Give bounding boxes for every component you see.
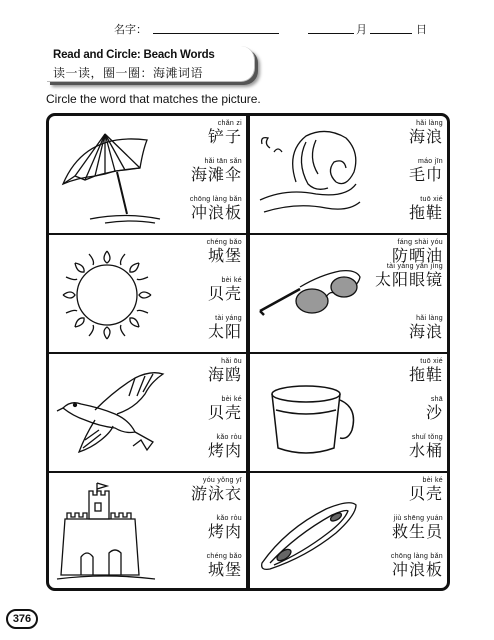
name-field[interactable] (153, 33, 279, 34)
pinyin: bèi ké (422, 477, 443, 484)
word-option[interactable] (191, 477, 242, 503)
pinyin: chéng bǎo (206, 553, 242, 560)
hanzi: 城堡 (207, 246, 242, 265)
exercise-cell (250, 116, 449, 233)
pinyin: hǎi tān sǎn (204, 158, 242, 165)
hanzi: 太阳 (207, 322, 242, 341)
word-option[interactable] (409, 358, 443, 384)
exercise-cell (250, 235, 449, 352)
instruction-text: Circle the word that matches the picture. (46, 92, 261, 106)
word-option[interactable] (208, 120, 242, 146)
hanzi: 游泳衣 (190, 484, 242, 503)
pinyin: tài yáng yǎn jìng (386, 263, 443, 270)
pinyin: tài yáng (215, 315, 242, 322)
title-banner (47, 46, 255, 82)
word-choices (363, 120, 443, 230)
word-option[interactable] (208, 358, 242, 384)
pinyin: tuō xié (420, 196, 443, 203)
word-option[interactable] (191, 158, 242, 184)
pinyin: kǎo ròu (216, 515, 242, 522)
day-field[interactable] (370, 33, 412, 34)
hanzi: 海浪 (408, 127, 443, 146)
exercise-cell (250, 354, 449, 471)
word-option[interactable] (208, 315, 242, 341)
hanzi: 贝壳 (207, 403, 242, 422)
word-choices (162, 239, 242, 349)
exercise-cell (49, 116, 248, 233)
word-option[interactable] (426, 396, 443, 422)
word-choices (363, 477, 443, 587)
pinyin: hǎi làng (416, 315, 443, 322)
pinyin: tuō xié (420, 358, 443, 365)
word-option[interactable] (409, 158, 443, 184)
page-number: 376 (6, 609, 38, 629)
word-option[interactable] (409, 120, 443, 146)
exercise-cell (49, 354, 248, 471)
hanzi: 冲浪板 (190, 203, 242, 222)
hanzi: 拖鞋 (408, 203, 443, 222)
hanzi: 防晒油 (391, 246, 443, 265)
pinyin: hǎi ōu (221, 358, 242, 365)
title-english: Read and Circle: Beach Words (53, 49, 215, 61)
month-field[interactable] (308, 33, 354, 34)
hanzi: 烤肉 (207, 441, 242, 460)
pinyin: bèi ké (221, 396, 242, 403)
word-option[interactable] (190, 196, 242, 222)
hanzi: 沙 (425, 403, 443, 422)
pinyin: hǎi làng (416, 120, 443, 127)
pinyin: bèi ké (221, 277, 242, 284)
title-chinese: 读一读，圈一圈：海滩词语 (53, 66, 204, 80)
wave-icon (256, 122, 366, 230)
pinyin: shā (430, 396, 443, 403)
pinyin: jiù shēng yuán (393, 515, 443, 522)
hanzi: 烤肉 (207, 522, 242, 541)
pinyin: kǎo ròu (216, 434, 242, 441)
beach-umbrella-icon (55, 122, 165, 230)
month-label: 月 (356, 23, 367, 36)
word-option[interactable] (392, 515, 443, 541)
word-option[interactable] (409, 477, 443, 503)
word-choices (363, 358, 443, 468)
sandcastle-icon (55, 479, 165, 587)
pinyin: yóu yǒng yī (202, 477, 242, 484)
hanzi: 城堡 (207, 560, 242, 579)
word-choices (162, 477, 242, 587)
exercise-cell (49, 235, 248, 352)
pinyin: chōng làng bǎn (390, 553, 443, 560)
pinyin: chǎn zi (217, 120, 242, 127)
hanzi: 救生员 (391, 522, 443, 541)
day-label: 日 (416, 23, 427, 36)
word-choices (162, 120, 242, 230)
word-option[interactable] (208, 434, 242, 460)
hanzi: 海滩伞 (190, 165, 242, 184)
word-option[interactable] (207, 553, 242, 579)
word-choices (363, 239, 443, 349)
word-option[interactable] (208, 396, 242, 422)
sunglasses-icon (256, 241, 366, 349)
word-option[interactable] (208, 277, 242, 303)
surfboard-icon (256, 479, 366, 587)
word-option[interactable] (409, 315, 443, 341)
hanzi: 冲浪板 (391, 560, 443, 579)
hanzi: 贝壳 (207, 284, 242, 303)
pinyin: chéng bǎo (206, 239, 242, 246)
word-option[interactable] (409, 434, 443, 460)
pinyin: shuǐ tǒng (411, 434, 443, 441)
word-choices (162, 358, 242, 468)
bucket-icon (256, 360, 366, 468)
hanzi: 海鸥 (207, 365, 242, 384)
hanzi: 太阳眼镜 (374, 270, 443, 289)
pinyin: chōng làng bǎn (189, 196, 242, 203)
exercise-cell (250, 473, 449, 590)
word-option[interactable] (208, 515, 242, 541)
word-option[interactable] (375, 263, 443, 289)
word-option[interactable] (392, 239, 443, 265)
hanzi: 毛巾 (408, 165, 443, 184)
word-option[interactable] (207, 239, 242, 265)
hanzi: 贝壳 (408, 484, 443, 503)
pinyin: máo jīn (417, 158, 443, 165)
hanzi: 拖鞋 (408, 365, 443, 384)
name-date-header (0, 18, 494, 38)
sun-icon (55, 241, 165, 349)
hanzi: 水桶 (408, 441, 443, 460)
word-option[interactable] (409, 196, 443, 222)
seagull-icon (55, 360, 165, 468)
hanzi: 海浪 (408, 322, 443, 341)
word-option[interactable] (391, 553, 443, 579)
hanzi: 铲子 (207, 127, 242, 146)
exercise-cell (49, 473, 248, 590)
pinyin: fáng shài yóu (397, 239, 443, 246)
worksheet-grid (46, 113, 450, 591)
name-label: 名字： (114, 23, 147, 36)
